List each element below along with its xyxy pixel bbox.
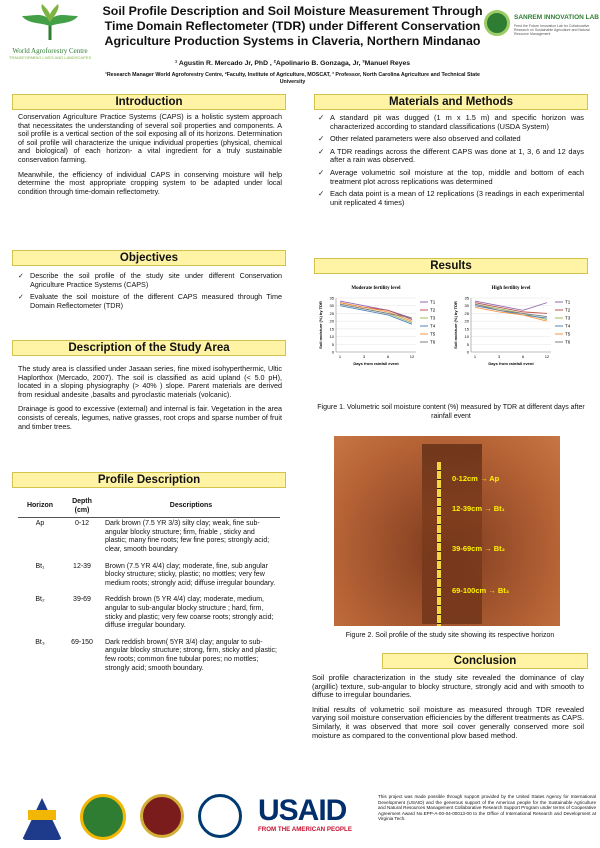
horizon-cell: Bt₁	[35, 562, 45, 570]
logo-right-tagline: Feed the Future Innovation Lab for Collaborative Research on Sustainable Agriculture and Natural Resource Management	[514, 24, 590, 36]
methods-list	[318, 114, 584, 207]
legend-label: T1	[565, 299, 571, 305]
depth-cell: 12-39	[73, 562, 91, 570]
conclusion-p1: Soil profile characterization in the study site revealed the dominance of clay (argillic) texture, sub-angular to blocky structure, strongly acid and with smooth to diffuse to irregular boundaries.	[312, 673, 584, 700]
legend-label: T3	[430, 315, 436, 321]
logo-bar	[28, 810, 56, 820]
soil-pit-wall	[422, 444, 482, 624]
page-title: Soil Profile Description and Soil Moisture Measurement Through Time Domain Reflectometer (TDR) under Different Conservation Agriculture Production Systems in Claveria, Northern Mindanao	[102, 4, 483, 48]
list-item	[318, 148, 584, 165]
list-item	[318, 135, 584, 144]
depth-label: 12-39cm	[452, 504, 483, 513]
method-text: Each data point is a mean of 12 replications (3 readings in each experimental unit replicated 4 times)	[330, 189, 584, 207]
depth-label: 69-100cm	[452, 586, 487, 595]
series-line-T6	[340, 304, 412, 318]
introduction-heading: Introduction	[12, 94, 286, 110]
list-item	[18, 272, 282, 289]
objective-text: Describe the soil profile of the study site under different Conservation Agriculture Practice Systems (CAPS)	[30, 271, 282, 289]
x-tick-label: 3	[362, 354, 366, 359]
column-header: Depth (cm)	[62, 496, 102, 518]
description-cell: Reddish brown (5 YR 4/4) clay; moderate, medium, angular to sub-angular blocky structure ; hard, firm, sticky and plastic; very few coarse roots; strongly acid; diffuse irregular boundary.	[105, 596, 274, 630]
depth-cell: 69-150	[71, 638, 93, 646]
conclusion-p2: Initial results of volumetric soil moisture as measured through TDR revealed varying soil moisture conservation efficiencies by the different treatments as CAPS. Similarly, it was observed that more soil cover generally conserved more soil moisture as compared to the conventional plow based method.	[312, 704, 584, 740]
legend-label: T2	[565, 307, 571, 313]
legend-label: T1	[430, 299, 436, 305]
description-cell: Dark brown (7.5 YR 3/3) silty clay; weak, fine sub-angular blocky structure; firm, friable , sticky and plastic; many fine roots; few fine pores; strongly acid; clear, smooth boundary	[105, 520, 270, 553]
x-tick-label: 1	[338, 354, 342, 359]
usaid-tagline: FROM THE AMERICAN PEOPLE	[258, 826, 352, 833]
globe-icon	[484, 10, 510, 36]
x-axis-label: Days from rainfall event	[353, 361, 399, 366]
list-item	[18, 293, 282, 310]
poster-header	[0, 0, 600, 92]
legend-label: T6	[565, 339, 571, 345]
objective-text: Evaluate the soil moisture of the different CAPS measured through Time Domain Reflectometer (TDR)	[30, 292, 282, 310]
study-area-heading: Description of the Study Area	[12, 340, 286, 356]
method-text: A standard pit was dugged (1 m x 1.5 m) and specific horizon was characterized according to standard classifications (USDA System)	[330, 113, 584, 131]
y-tick-label: 35	[464, 295, 469, 301]
table-row	[18, 594, 280, 636]
objectives-list	[18, 272, 282, 310]
horizon-cell: Bt₃	[35, 638, 45, 646]
x-tick-label: 6	[386, 354, 390, 359]
methods-section	[318, 114, 584, 211]
conclusion-section	[312, 674, 584, 746]
profile-table	[18, 496, 280, 679]
legend-label: T5	[565, 331, 571, 337]
introduction-p2: Meanwhile, the efficiency of individual CAPS in conserving moisture will help determine the most appropriate cropping system to be adapted under local condition through time-domain reflectometry.	[18, 169, 282, 196]
sanrem-logo	[484, 8, 598, 58]
y-tick-label: 25	[329, 310, 334, 316]
description-cell: Brown (7.5 YR 4/4) clay; moderate, fine, sub angular blocky structure; sticky, plastic; no mottles; very few medium roots; strongly acid; diffuse irregular boundary.	[105, 562, 276, 587]
horizon-cell: Bt₂	[35, 596, 45, 604]
objectives-section	[18, 272, 282, 314]
results-heading: Results	[314, 258, 588, 274]
footer-acknowledgement: This project was made possible through support provided by the United States Agency for International Development (USAID) and the generous support of the American people for the Sustainable Agriculture and Natural Resources Management Collaborative Research Support Program under terms of Cooperative Agreement Award No.EPP-A-00-04-00013-00 to the Office of International Research and Development at Virginia Tech.	[378, 794, 596, 822]
legend-label: T3	[565, 315, 571, 321]
chart-high-fertility	[451, 280, 586, 376]
logo-right-name: SANREM INNOVATION LAB	[514, 14, 599, 21]
x-tick-label: 12	[544, 354, 550, 359]
introduction-section	[18, 113, 282, 202]
y-tick-label: 5	[331, 341, 334, 347]
y-tick-label: 10	[329, 334, 334, 340]
legend-label: T4	[430, 323, 436, 329]
x-axis-label: Days from rainfall event	[488, 361, 534, 366]
y-tick-label: 5	[466, 341, 469, 347]
introduction-p1: Conservation Agriculture Practice Systems (CAPS) is a holistic system approach that necessitates the understanding of several soil properties and components. A soil profile is a vertical section of the soil exposing all of its horizons. Determination of soil profile will characterize the unique individual properties (physical, chemical and biological) of each horizon- a vital ingredient for a truly sustainable conservation farming.	[18, 112, 282, 164]
y-tick-label: 0	[466, 349, 469, 355]
check-icon: ✓	[318, 146, 325, 156]
logo-left-name: World Agroforestry Centre	[12, 47, 88, 55]
chart-title: High fertility level	[491, 286, 531, 291]
study-area-p2: Drainage is good to excessive (external) and internal is fair. Vegetation in the area consists of cereals, legumes, native grasses, root crops and sparse number of fruit and timber trees.	[18, 404, 282, 431]
legend-label: T5	[430, 331, 436, 337]
horizon-label: Bt₂	[493, 544, 505, 553]
check-icon: ✓	[18, 271, 25, 280]
horizon-label: Bt₃	[497, 586, 510, 595]
moscat-seal	[80, 794, 126, 840]
depth-label: 39-69cm	[452, 544, 483, 553]
y-tick-label: 35	[329, 295, 334, 301]
table-row	[18, 561, 280, 595]
list-item	[318, 169, 584, 186]
method-text: A TDR readings across the different CAPS was done at 1, 3, 6 and 12 days after a rain was observed.	[330, 146, 584, 165]
horizon-label: Ap	[489, 474, 500, 483]
objectives-heading: Objectives	[12, 250, 286, 266]
y-axis-label: Soil moisture (%) by TDR	[453, 301, 458, 349]
list-item	[318, 190, 584, 207]
method-text: Average volumetric soil moisture at the top, middle and bottom of each treatment plot across replications was determined	[330, 167, 584, 186]
legend-label: T2	[430, 307, 436, 313]
conclusion-heading: Conclusion	[382, 653, 588, 669]
y-tick-label: 25	[464, 310, 469, 316]
figure-1	[316, 280, 586, 376]
tree-icon	[20, 4, 80, 42]
x-tick-label: 6	[521, 354, 525, 359]
usaid-logo	[258, 796, 374, 838]
study-area-section	[18, 365, 282, 437]
x-tick-label: 12	[409, 354, 415, 359]
table-header-row	[18, 496, 280, 518]
y-tick-label: 10	[464, 334, 469, 340]
chart-title: Moderate fertility level	[351, 286, 401, 291]
methods-heading: Materials and Methods	[314, 94, 588, 110]
study-area-p1: The study area is classified under Jasaan series, fine mixed isohyperthermic, Ultic Haplorthox (Mercado, 2007). The soil is classified as acid upland (< 5.0 pH), located in a sloping physiography (> 40% ) slope. Parent materials are derived from residual andesite ,basalts and pyroclastic materials (volcanic).	[18, 364, 282, 399]
check-icon: ✓	[318, 167, 325, 177]
check-icon: ✓	[18, 292, 25, 302]
y-tick-label: 15	[329, 326, 334, 332]
authors: ¹ Agustin R. Mercado Jr, PhD , ²Apolinario B. Gonzaga, Jr, ³Manuel Reyes	[174, 60, 411, 67]
horizon-cell: Ap	[35, 520, 45, 528]
chart-moderate-fertility	[316, 280, 451, 376]
y-tick-label: 30	[329, 303, 334, 309]
profile-heading: Profile Description	[12, 472, 286, 488]
y-axis-label: Soil moisture (%) by TDR	[318, 301, 323, 349]
figure-2-caption: Figure 2. Soil profile of the study site showing its respective horizon	[345, 632, 555, 639]
list-item	[318, 114, 584, 131]
y-tick-label: 30	[464, 303, 469, 309]
usaid-wordmark: USAID	[258, 794, 347, 827]
measuring-tape	[437, 462, 441, 626]
y-tick-label: 20	[329, 318, 334, 324]
figure-1-caption: Figure 1. Volumetric soil moisture content (%) measured by TDR at different days after rainfall event	[317, 404, 585, 420]
logo-left-tagline: TRANSFORMING LIVES AND LANDSCAPES	[8, 55, 92, 60]
depth-cell: 0-12	[74, 520, 89, 528]
world-agroforestry-logo	[4, 4, 96, 66]
check-icon: ✓	[318, 189, 325, 199]
soil-profile-photo: 0-12cm → Ap 12-39cm → Bt₁ 39-69cm → Bt₂ 69-100cm → Bt₃	[334, 436, 560, 626]
description-cell: Dark reddish brown( 5YR 3/4) clay; angular to sub-angular blocky structure; strong, firm, sticky and plastic; few roots; common fine tubular pores; no mottles; strongly acid; smooth boundary.	[105, 638, 277, 672]
method-text: Other related parameters were also observed and collated	[330, 134, 521, 144]
check-icon: ✓	[318, 113, 325, 122]
usda-seal	[198, 794, 242, 838]
y-tick-label: 0	[331, 349, 334, 355]
y-tick-label: 15	[464, 326, 469, 332]
horizon-label: Bt₁	[493, 504, 505, 513]
affiliations: ¹Research Manager World Agroforestry Centre, ²Faculty, Institute of Agriculture, MOSCAT, ³ Professor, North Carolina Agriculture and Technical State University	[105, 72, 480, 85]
x-tick-label: 3	[497, 354, 501, 359]
profile-table-wrap	[18, 496, 280, 679]
university-seal	[140, 794, 184, 838]
depth-label: 0-12cm	[452, 474, 478, 483]
legend-label: T4	[565, 323, 571, 329]
legend-label: T6	[430, 339, 436, 345]
check-icon: ✓	[318, 134, 325, 144]
column-header: Descriptions	[102, 496, 280, 518]
column-header: Horizon	[18, 496, 62, 518]
depth-cell: 39-69	[73, 596, 91, 604]
table-row	[18, 518, 280, 561]
y-tick-label: 20	[464, 318, 469, 324]
x-tick-label: 1	[473, 354, 477, 359]
table-row	[18, 637, 280, 679]
